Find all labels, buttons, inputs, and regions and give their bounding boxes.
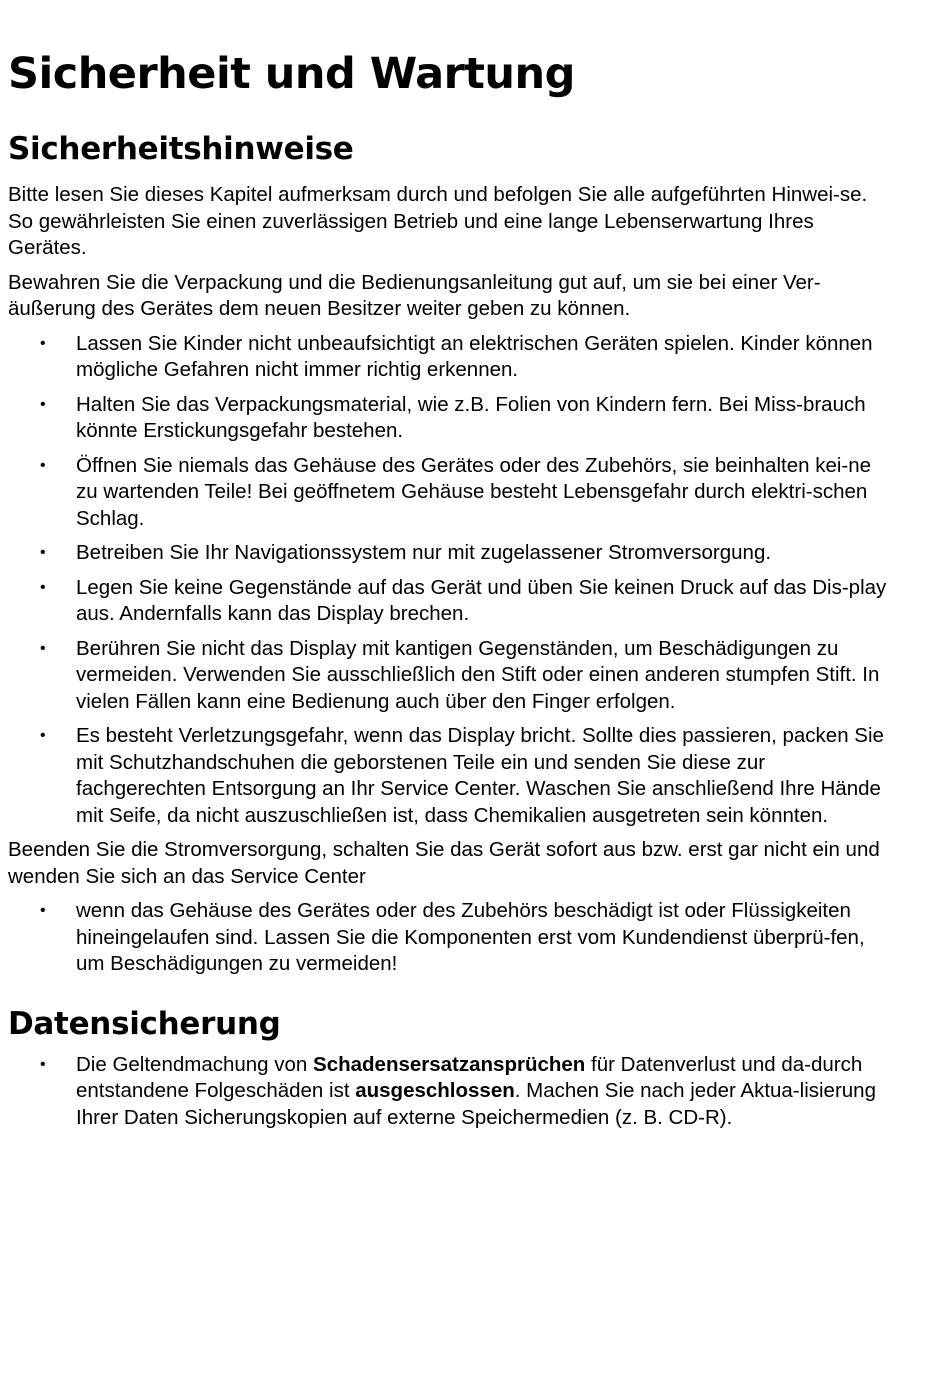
bullet-icon: • xyxy=(40,544,46,561)
list-item-text: Betreiben Sie Ihr Navigationssystem nur mit zugelassener Stromversorgung. xyxy=(76,541,772,564)
list-item-text: Halten Sie das Verpackungsmaterial, wie z.B. Folien von Kindern fern. Bei Miss-brauch könnte Erstickungsgefahr bestehen. xyxy=(76,392,866,442)
list-item-text: Legen Sie keine Gegenstände auf das Gerät und üben Sie keinen Druck auf das Dis-play aus. Andernfalls kann das Display brechen. xyxy=(76,575,887,625)
service-center-paragraph: Beenden Sie die Stromversorgung, schalten Sie das Gerät sofort aus bzw. erst gar nicht ein und wenden Sie sich an das Service Center xyxy=(8,838,880,888)
list-item xyxy=(8,575,892,628)
document-page xyxy=(8,0,892,1131)
list-item-text: wenn das Gehäuse des Gerätes oder des Zubehörs beschädigt ist oder Flüssigkeiten hineingelaufen sind. Lassen Sie die Komponenten erst vom Kundendienst überprü-fen, um Beschädigungen zu vermeiden! xyxy=(76,899,865,975)
bullet-icon: • xyxy=(40,1055,46,1073)
list-item xyxy=(8,540,892,567)
list-item xyxy=(8,1052,892,1132)
list-item-text: Es besteht Verletzungsgefahr, wenn das Display bricht. Sollte dies passieren, packen Sie mit Schutzhandschuhen die geborstenen Teile ein und senden Sie diese zur fachgerechten Entsorgung an Ihr Service Center. Waschen Sie anschließend Ihre Hände mit Seife, da nicht auszuschließen ist, dass Chemikalien ausgetreten sein könnten. xyxy=(76,724,884,827)
backup-text-part: Die Geltendmachung von xyxy=(76,1052,314,1076)
list-item xyxy=(8,636,892,716)
list-item-text: Lassen Sie Kinder nicht unbeaufsichtigt an elektrischen Geräten spielen. Kinder können mögliche Gefahren nicht immer richtig erkennen. xyxy=(76,331,873,381)
service-bullet-list xyxy=(8,898,892,978)
section-heading-backup: Datensicherung xyxy=(8,1005,281,1042)
list-item xyxy=(8,898,892,978)
intro-paragraph: Bitte lesen Sie dieses Kapitel aufmerksam durch und befolgen Sie alle aufgeführten Hinwei-se. So gewährleisten Sie einen zuverlässigen Betrieb und eine lange Lebenserwartung Ihres Gerätes. xyxy=(8,183,868,259)
section-heading-safety: Sicherheitshinweise xyxy=(8,131,354,167)
page-title: Sicherheit und Wartung xyxy=(8,49,575,99)
bold-term: Schadensersatzansprüchen xyxy=(313,1052,586,1076)
bold-term: ausgeschlossen xyxy=(355,1079,515,1102)
bullet-icon: • xyxy=(40,727,46,744)
bullet-icon: • xyxy=(40,639,46,657)
bullet-icon: • xyxy=(40,578,46,596)
list-item xyxy=(8,723,892,829)
list-item xyxy=(8,453,892,533)
list-item xyxy=(8,331,892,384)
list-item-text: Berühren Sie nicht das Display mit kantigen Gegenständen, um Beschädigungen zu vermeiden. Verwenden Sie ausschließlich den Stift oder einen anderen stumpfen Stift. In vielen Fällen kann eine Bedienung auch über den Finger erfolgen. xyxy=(76,636,880,713)
backup-text-part: . Machen Sie nach jeder Aktua-lisierung Ihrer Daten Sicherungskopien auf externe Speichermedien (z. B. CD-R). xyxy=(76,1079,876,1129)
safety-bullet-list xyxy=(8,331,892,830)
list-item xyxy=(8,392,892,445)
bullet-icon: • xyxy=(40,902,46,919)
backup-bullet-list xyxy=(8,1052,892,1132)
backup-text-part: für Datenverlust und da-durch entstandene Folgeschäden ist xyxy=(76,1052,863,1102)
bullet-icon: • xyxy=(40,395,46,413)
bullet-icon: • xyxy=(40,456,46,474)
list-item-text: Öffnen Sie niemals das Gehäuse des Gerätes oder des Zubehörs, sie beinhalten kei-ne zu wartenden Teile! Bei geöffnetem Gehäuse besteht Lebensgefahr durch elektri-schen Schlag. xyxy=(76,453,872,530)
intro-paragraph: Bewahren Sie die Verpackung und die Bedienungsanleitung gut auf, um sie bei einer Ver-äußerung des Gerätes dem neuen Besitzer weiter geben zu können. xyxy=(8,270,821,320)
bullet-icon: • xyxy=(40,334,46,352)
